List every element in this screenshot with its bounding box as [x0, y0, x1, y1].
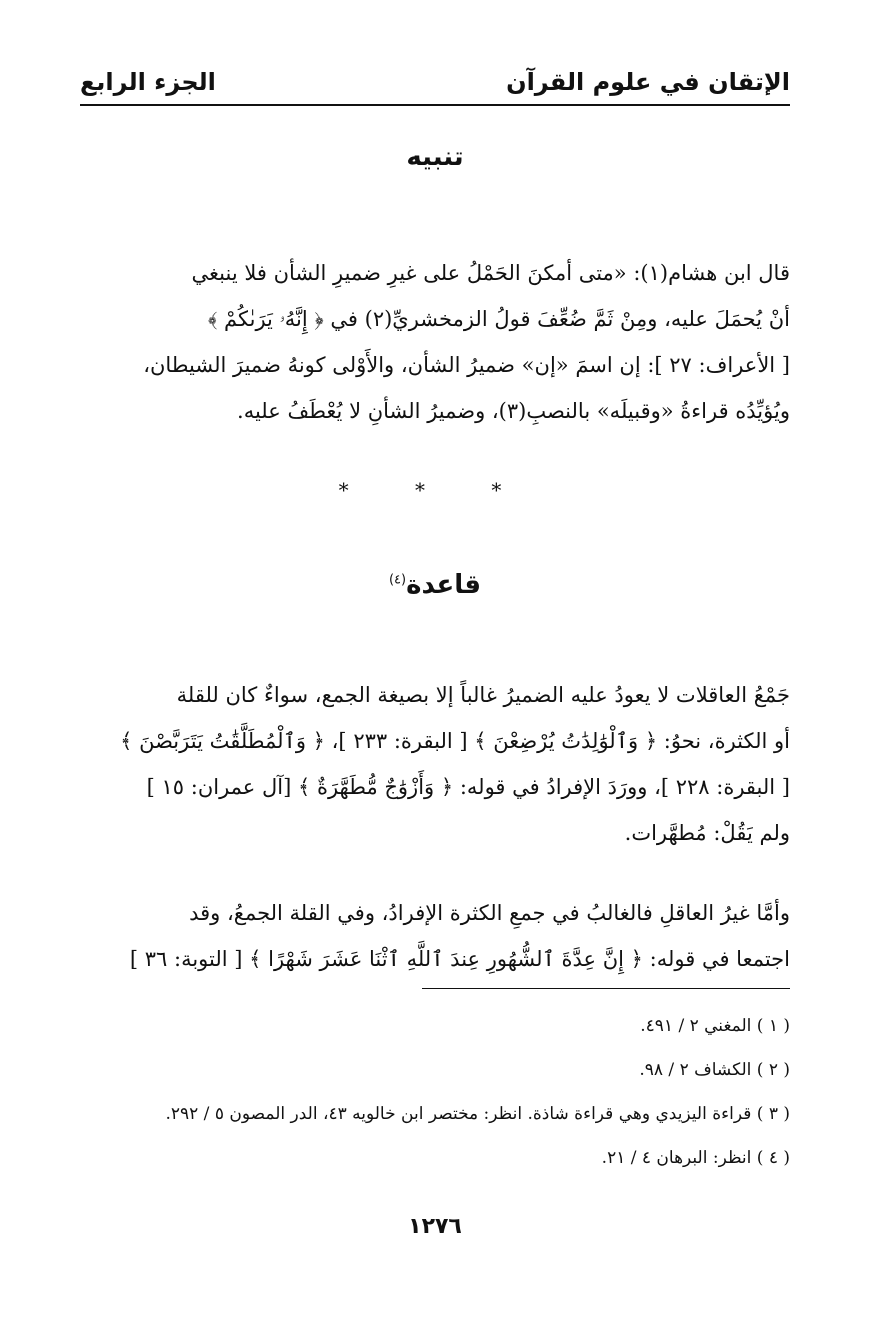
- footnote-rule: [422, 988, 790, 989]
- footnote: ( ١ ) المغني ٢ / ٤٩١.: [640, 1016, 790, 1036]
- section-separator: * * *: [338, 478, 532, 502]
- qaida-paragraph-1: [80, 672, 790, 856]
- running-header: [80, 62, 790, 102]
- text-line: أو الكثرة، نحوُ: ﴿ وَٱلْوَٰلِدَٰتُ يُرْضِعْنَ ﴾ [ البقرة: ٢٣٣ ]، ﴿ وَٱلْمُطَلَّقَٰتُ يَتَرَبَّصْنَ ﴾: [120, 729, 790, 753]
- footnote-ref: (٤): [388, 572, 407, 588]
- text-line: [ البقرة: ٢٢٨ ]، وورَدَ الإفرادُ في قوله: ﴿ وَأَزْوَٰجٌ مُّطَهَّرَةٌ ﴾ [آل عمران: ١٥ ]: [146, 775, 790, 799]
- text-line: [ الأعراف: ٢٧ ]: إن اسمَ «إن» ضميرُ الشأن، والأَوْلى كونهُ ضميرَ الشيطان،: [143, 353, 790, 377]
- text-line: اجتمعا في قوله: ﴿ إِنَّ عِدَّةَ ٱلشُّهُورِ عِندَ ٱللَّهِ ٱثْنَا عَشَرَ شَهْرًا ﴾ [ التوبة: ٣٦ ]: [129, 947, 790, 971]
- text-line: ويُؤيِّدُه قراءةُ «وقبيلَه» بالنصبِ(٣)، وضميرُ الشأنِ لا يُعْطَفُ عليه.: [237, 399, 790, 423]
- text-line: ولم يَقُلْ: مُطهَّرات.: [624, 821, 790, 845]
- text-line: قال ابن هشام(١): «متى أمكنَ الحَمْلُ على غيرِ ضميرِ الشأن فلا ينبغي: [191, 261, 790, 285]
- text-line: أنْ يُحمَلَ عليه، ومِنْ ثَمَّ ضُعِّفَ قولُ الزمخشريِّ(٢) في ﴿ إِنَّهُۥ يَرَىٰكُمْ ﴾: [208, 307, 790, 331]
- footnotes: [80, 1004, 790, 1180]
- page-number: ١٢٧٦: [408, 1214, 462, 1239]
- qaida-paragraph-2: [80, 890, 790, 982]
- section-heading-tanbih: تنبيه: [406, 142, 464, 172]
- footnote: ( ٤ ) انظر: البرهان ٤ / ٢١.: [601, 1148, 790, 1168]
- footnote: ( ٢ ) الكشاف ٢ / ٩٨.: [639, 1060, 790, 1080]
- text-line: جَمْعُ العاقلات لا يعودُ عليه الضميرُ غالباً إلا بصيغة الجمع، سواءٌ كان للقلة: [176, 683, 790, 707]
- text-line: وأمَّا غيرُ العاقلِ فالغالبُ في جمعِ الكثرة الإفرادُ، وفي القلة الجمعُ، وقد: [189, 901, 790, 925]
- heading-text: قاعدة: [406, 570, 482, 600]
- book-title: الإتقان في علوم القرآن: [506, 68, 790, 96]
- section-heading-qaida: [80, 570, 790, 600]
- header-rule: [80, 104, 790, 106]
- footnote: ( ٣ ) قراءة اليزيدي وهي قراءة شاذة. انظر: مختصر ابن خالويه ٤٣، الدر المصون ٥ / ٢٩٢.: [165, 1104, 790, 1124]
- part-label: الجزء الرابع: [80, 68, 216, 96]
- tanbih-paragraph: [80, 250, 790, 434]
